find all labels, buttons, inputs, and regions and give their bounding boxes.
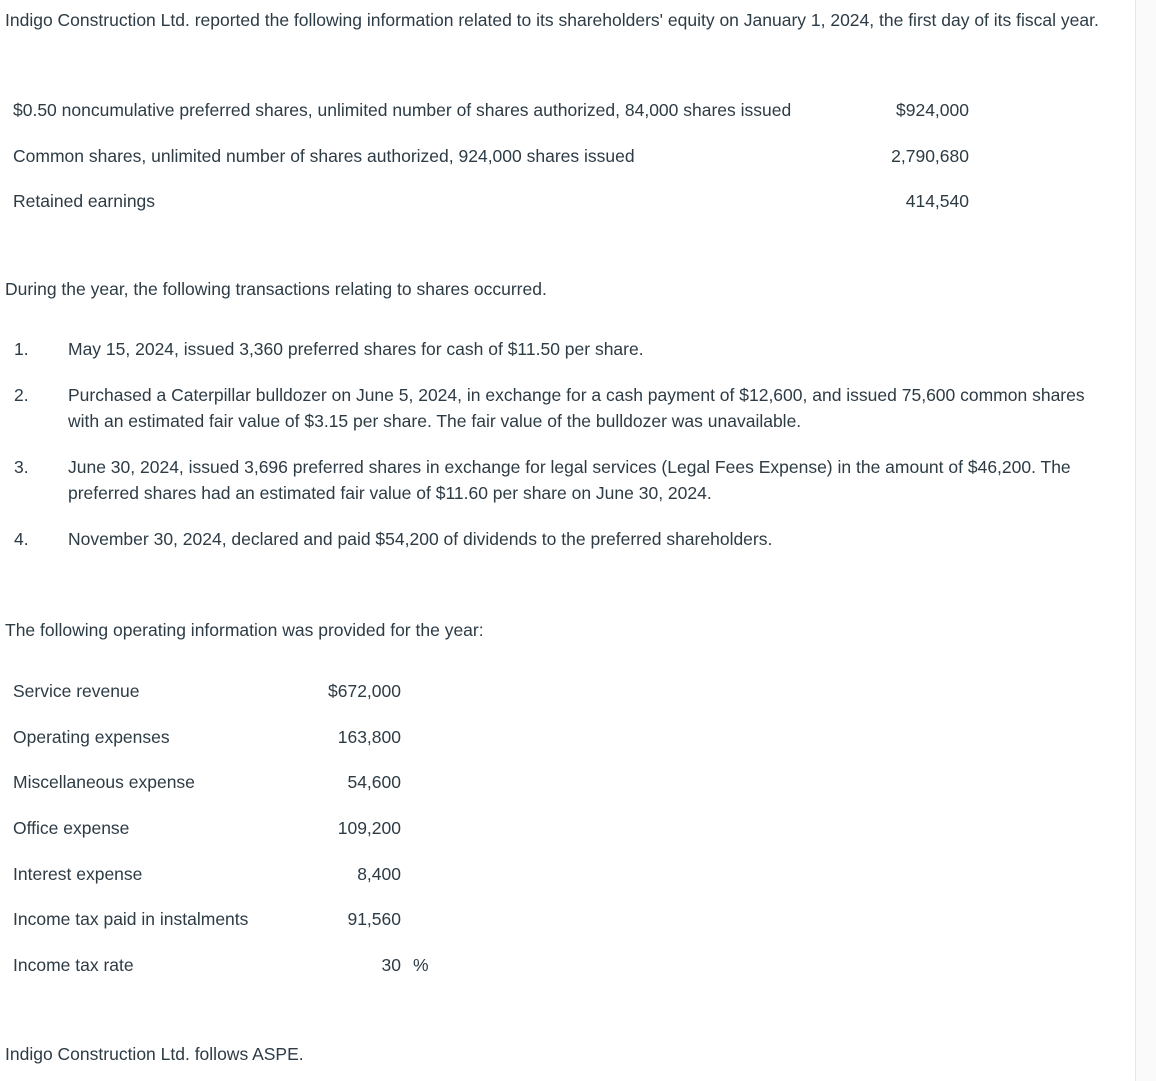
list-item xyxy=(5,454,1115,506)
equity-label: Retained earnings xyxy=(13,191,156,212)
equity-amount: $924,000 xyxy=(896,100,969,121)
operating-label: Operating expenses xyxy=(13,726,170,747)
operating-label: Miscellaneous expense xyxy=(13,772,195,793)
operating-table xyxy=(5,669,451,988)
operating-unit xyxy=(401,851,451,897)
table-row xyxy=(5,179,979,225)
item-number: 3. xyxy=(14,457,29,477)
table-row xyxy=(5,851,451,897)
intro-text: Indigo Construction Ltd. reported the following information related to its shareholders' equity on January 1, 2024, the first day of its fiscal year. xyxy=(5,10,1099,30)
operating-amount: 91,560 xyxy=(347,909,401,930)
table-row xyxy=(5,715,451,761)
operating-amount: 163,800 xyxy=(337,726,401,747)
list-item xyxy=(5,336,1115,362)
equity-label: Common shares, unlimited number of shares authorized, 924,000 shares issued xyxy=(13,145,635,166)
table-row xyxy=(5,669,451,715)
equity-amount: 414,540 xyxy=(905,191,969,212)
operating-label: Income tax rate xyxy=(13,954,134,975)
operating-amount: 109,200 xyxy=(337,818,401,839)
operating-amount: 54,600 xyxy=(347,772,401,793)
table-row xyxy=(5,760,451,806)
list-item xyxy=(5,526,1115,552)
equity-table xyxy=(5,88,979,225)
operating-label: Service revenue xyxy=(13,681,140,702)
item-text: Purchased a Caterpillar bulldozer on June 5, 2024, in exchange for a cash payment of $12,600, and issued 75,600 common shares with an estimated fair value of $3.15 per share. The fair value of the bulldozer was unavailable. xyxy=(68,385,1085,431)
operating-amount: 8,400 xyxy=(357,863,401,884)
operating-amount: $672,000 xyxy=(328,681,401,702)
operating-label: Office expense xyxy=(13,818,130,839)
operating-unit xyxy=(401,715,451,761)
operating-amount: 30 xyxy=(381,954,401,975)
transactions-intro: During the year, the following transactions relating to shares occurred. xyxy=(5,279,547,299)
operating-intro: The following operating information was provided for the year: xyxy=(5,620,484,640)
operating-label: Interest expense xyxy=(13,863,143,884)
table-row xyxy=(5,134,979,180)
item-text: May 15, 2024, issued 3,360 preferred shares for cash of $11.50 per share. xyxy=(68,339,644,359)
table-row xyxy=(5,943,451,989)
page-scroll-rail[interactable] xyxy=(1135,0,1156,1081)
operating-unit xyxy=(401,806,451,852)
item-text: November 30, 2024, declared and paid $54,200 of dividends to the preferred shareholders. xyxy=(68,529,773,549)
table-row xyxy=(5,806,451,852)
aspe-note: Indigo Construction Ltd. follows ASPE. xyxy=(5,1044,304,1064)
operating-unit xyxy=(401,897,451,943)
table-row xyxy=(5,88,979,134)
item-number: 1. xyxy=(14,339,29,359)
operating-label: Income tax paid in instalments xyxy=(13,909,249,930)
table-row xyxy=(5,897,451,943)
item-number: 4. xyxy=(14,529,29,549)
operating-unit: % xyxy=(413,954,429,975)
item-number: 2. xyxy=(14,385,29,405)
equity-amount: 2,790,680 xyxy=(891,145,969,166)
transactions-list xyxy=(5,336,1115,552)
operating-unit xyxy=(401,760,451,806)
item-text: June 30, 2024, issued 3,696 preferred shares in exchange for legal services (Legal Fees Expense) in the amount of $46,200. The preferred shares had an estimated fair value of $11.60 per share on June 30, 2024. xyxy=(68,457,1071,503)
equity-label: $0.50 noncumulative preferred shares, unlimited number of shares authorized, 84,000 shares issued xyxy=(13,100,792,121)
operating-unit xyxy=(401,669,451,715)
list-item xyxy=(5,382,1115,434)
